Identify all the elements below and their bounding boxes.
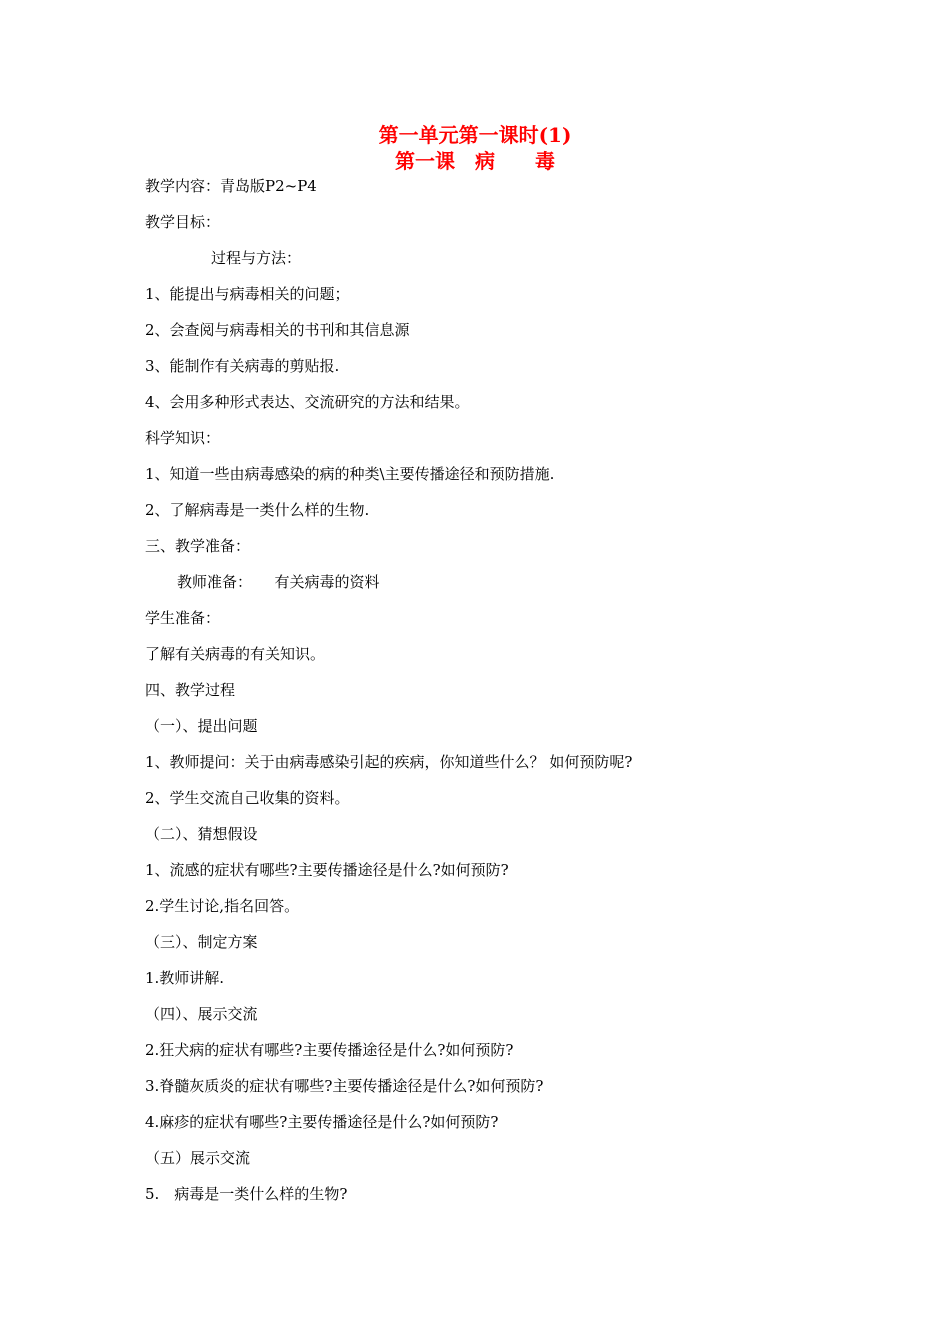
section-heading: （二）、猜想假设 — [145, 825, 258, 843]
text-line: 了解有关病毒的有关知识。 — [145, 645, 326, 663]
section-heading: （四）、展示交流 — [145, 1005, 258, 1023]
text-line-student-prep: 学生准备： — [145, 609, 221, 627]
text-line: 3、能制作有关病毒的剪贴报. — [145, 357, 340, 375]
text-line-preparation: 三、教学准备： — [145, 537, 251, 555]
lesson-title: 第一课 病 毒 — [395, 149, 555, 173]
text-line-content: 教学内容：青岛版P2~P4 — [145, 177, 317, 195]
text-line-teacher-prep: 教师准备： 有关病毒的资料 — [177, 573, 380, 591]
text-line-science-knowledge: 科学知识： — [145, 429, 221, 447]
text-line: 4、会用多种形式表达、交流研究的方法和结果。 — [145, 393, 470, 411]
section-heading: （三）、制定方案 — [145, 933, 258, 951]
text-line: 1、能提出与病毒相关的问题； — [145, 285, 350, 303]
text-line: 3.脊髓灰质炎的症状有哪些?主要传播途径是什么?如何预防? — [145, 1077, 544, 1095]
text-line-objectives: 教学目标： — [145, 213, 221, 231]
text-line: 2、了解病毒是一类什么样的生物. — [145, 501, 370, 519]
text-line: 2.学生讨论,指名回答。 — [145, 897, 300, 915]
text-line-teaching-process: 四、教学过程 — [145, 681, 236, 699]
text-line-process-methods: 过程与方法： — [211, 249, 302, 267]
text-line: 1、流感的症状有哪些?主要传播途径是什么?如何预防? — [145, 861, 509, 879]
text-line: 2、会查阅与病毒相关的书刊和其信息源 — [145, 321, 410, 339]
text-line: 4.麻疹的症状有哪些?主要传播途径是什么?如何预防? — [145, 1113, 499, 1131]
section-heading: （一）、提出问题 — [145, 717, 258, 735]
text-line: 1、教师提问：关于由病毒感染引起的疾病，你知道些什么？ 如何预防呢? — [145, 753, 633, 771]
text-line: 5. 病毒是一类什么样的生物? — [145, 1185, 348, 1203]
text-line: 2.狂犬病的症状有哪些?主要传播途径是什么?如何预防? — [145, 1041, 514, 1059]
text-line: 1、知道一些由病毒感染的病的种类\主要传播途径和预防措施. — [145, 465, 555, 483]
section-heading: （五）展示交流 — [145, 1149, 251, 1167]
document-title: 第一单元第一课时(1) — [378, 123, 572, 147]
text-line: 2、学生交流自己收集的资料。 — [145, 789, 350, 807]
text-line: 1.教师讲解. — [145, 969, 225, 987]
